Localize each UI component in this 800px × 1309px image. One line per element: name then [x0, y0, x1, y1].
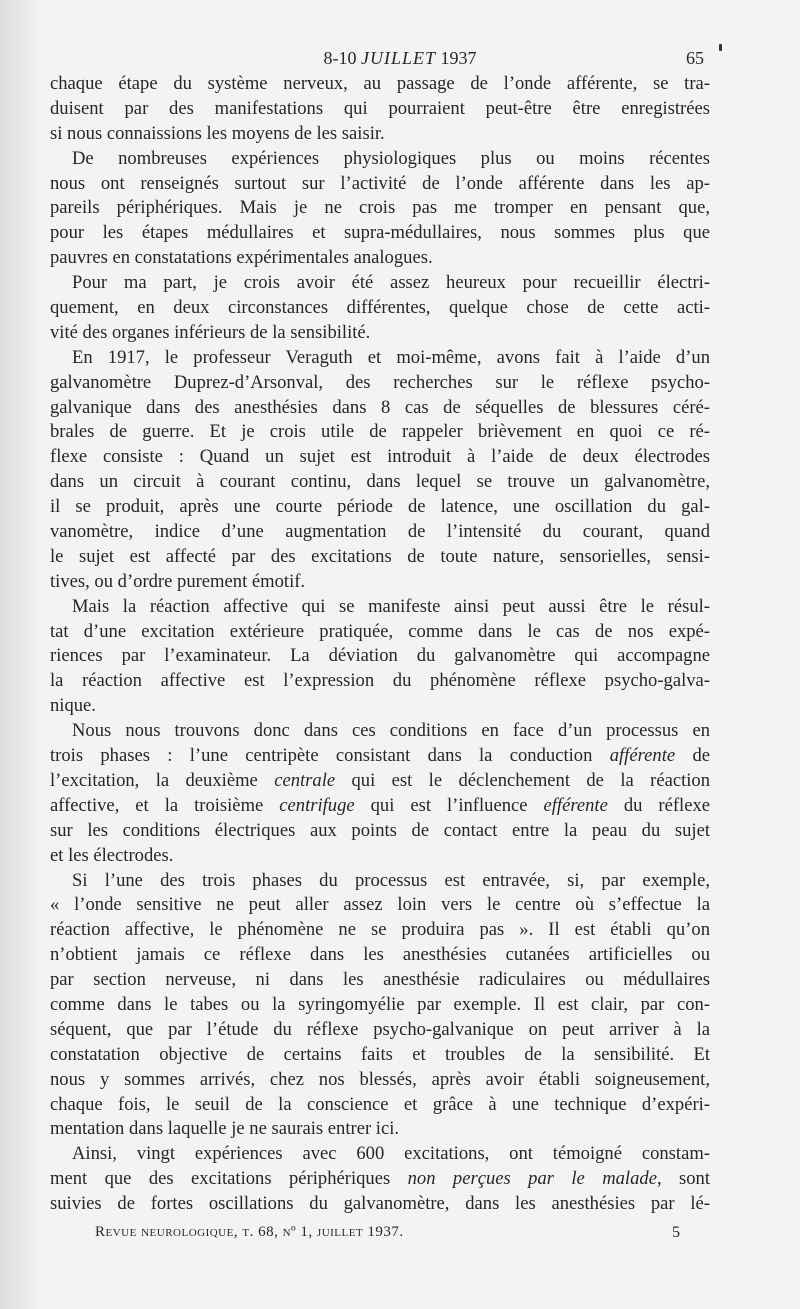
text-line	[50, 819, 710, 844]
text-line	[50, 918, 710, 943]
running-header	[0, 48, 800, 69]
text-segment: qui est le déclenchement de la réaction	[335, 769, 710, 791]
text-segment: de	[675, 745, 710, 767]
text-segment: brales de guerre. Et je crois utile de rappeler brièvement en quoi ce ré-	[50, 421, 710, 443]
text-line	[50, 545, 710, 570]
text-segment: Si l’une des trois phases du processus est entravée, si, par exemple,	[72, 869, 710, 891]
text-line	[50, 893, 710, 918]
text-segment: pauvres en constatations expérimentales analogues.	[50, 247, 433, 269]
text-line	[50, 1192, 710, 1217]
italic-text: efférente	[543, 794, 608, 816]
text-line	[50, 122, 710, 147]
text-segment: sur les conditions électriques aux points de contact entre la peau du sujet	[50, 819, 710, 841]
text-line	[50, 420, 710, 445]
body-text	[50, 72, 710, 1217]
text-segment: , sont	[656, 1168, 711, 1190]
text-line	[50, 1043, 710, 1068]
text-segment: De nombreuses expériences physiologiques plus ou moins récentes	[72, 147, 710, 169]
italic-text: afférente	[609, 745, 676, 767]
text-segment: galvanomètre Duprez-d’Arsonval, des recherches sur le réflexe psycho-	[50, 371, 710, 393]
text-segment: vité des organes inférieurs de la sensibilité.	[50, 321, 371, 343]
text-line	[50, 371, 710, 396]
text-segment: et les électrodes.	[50, 844, 174, 866]
text-segment: ment que des excitations périphériques	[50, 1168, 408, 1190]
text-line	[50, 296, 710, 321]
text-line	[50, 769, 710, 794]
text-segment: pour les étapes médullaires et supra-médullaires, nous sommes plus que	[50, 222, 710, 244]
text-segment: Ainsi, vingt expériences avec 600 excitations, ont témoigné constam-	[72, 1143, 710, 1165]
text-line	[50, 172, 710, 197]
text-segment: l’excitation, la deuxième	[50, 769, 275, 791]
text-segment: vanomètre, indice d’une augmentation de l’intensité du courant, quand	[50, 521, 710, 543]
text-line	[50, 346, 710, 371]
text-segment: par section nerveuse, ni dans les anesthésie radiculaires ou médullaires	[50, 969, 710, 991]
text-line	[50, 445, 710, 470]
text-line	[50, 719, 710, 744]
text-line	[50, 1093, 710, 1118]
text-line	[50, 1068, 710, 1093]
text-line	[50, 644, 710, 669]
italic-text: centrifuge	[279, 794, 355, 816]
text-segment: nous ont renseignés surtout sur l’activité de l’onde afférente dans les ap-	[50, 172, 710, 194]
text-line	[50, 221, 710, 246]
footer-citation: Revue neurologique, t. 68, nº 1, juillet 1937.	[95, 1224, 404, 1240]
text-line	[50, 1018, 710, 1043]
text-line	[50, 495, 710, 520]
text-line	[50, 470, 710, 495]
scan-edge-shadow	[0, 0, 40, 1309]
text-line	[50, 196, 710, 221]
text-segment: quement, en deux circonstances différentes, quelque chose de cette acti-	[50, 297, 710, 319]
text-segment: mentation dans laquelle je ne saurais entrer ici.	[50, 1118, 400, 1140]
text-segment: nique.	[50, 695, 96, 717]
text-line	[50, 669, 710, 694]
text-line	[50, 1142, 710, 1167]
text-line	[50, 869, 710, 894]
text-segment: pareils périphériques. Mais je ne crois pas me tromper en pensant que,	[50, 197, 710, 219]
text-segment: tives, ou d’ordre purement émotif.	[50, 570, 306, 592]
text-segment: constatation objective de certains faits et troubles de la sensibilité. Et	[50, 1043, 710, 1065]
text-segment: nous y sommes arrivés, chez nos blessés, après avoir établi soigneusement,	[50, 1068, 710, 1090]
text-segment: riences par l’examinateur. La déviation du galvanomètre qui accompagne	[50, 645, 710, 667]
text-line	[50, 794, 710, 819]
text-segment: flexe consiste : Quand un sujet est introduit à l’aide de deux électrodes	[50, 446, 710, 468]
text-segment: si nous connaissions les moyens de les saisir.	[50, 122, 385, 144]
text-line	[50, 844, 710, 869]
header-year: 1937	[440, 48, 477, 68]
text-line	[50, 943, 710, 968]
text-segment: n’obtient jamais ce réflexe dans les anesthésies cutanées artificielles ou	[50, 944, 710, 966]
text-segment: trois phases : l’une centripète consistant dans la conduction	[50, 745, 610, 767]
text-line	[50, 147, 710, 172]
text-segment: En 1917, le professeur Veraguth et moi-même, avons fait à l’aide d’un	[72, 346, 710, 368]
text-line	[50, 595, 710, 620]
text-segment: chaque fois, le seuil de la conscience et grâce à une technique d’expéri-	[50, 1093, 710, 1115]
text-segment: séquent, que par l’étude du réflexe psycho-galvanique on peut arriver à la	[50, 1018, 710, 1040]
text-segment: affective, et la troisième	[50, 794, 280, 816]
text-line	[50, 321, 710, 346]
text-line	[50, 520, 710, 545]
text-line	[50, 744, 710, 769]
text-line	[50, 694, 710, 719]
text-segment: duisent par des manifestations qui pourraient peut-être être enregistrées	[50, 97, 710, 119]
text-segment: du réflexe	[607, 794, 711, 816]
text-segment: la réaction affective est l’expression du phénomène réflexe psycho-galva-	[50, 670, 710, 692]
text-line	[50, 72, 710, 97]
text-segment: il se produit, après une courte période de latence, une oscillation du gal-	[50, 496, 710, 518]
page-number: 65	[686, 48, 704, 68]
italic-text: non perçues par le malade	[407, 1168, 657, 1190]
header-month: JUILLET	[360, 48, 436, 68]
ink-speck	[719, 44, 722, 51]
text-segment: comme dans le tabes ou la syringomyélie par exemple. Il est clair, par con-	[50, 993, 710, 1015]
text-segment: qui est l’influence	[354, 794, 544, 816]
text-line	[50, 570, 710, 595]
text-segment: Mais la réaction affective qui se manifeste ainsi peut aussi être le résul-	[72, 595, 710, 617]
text-segment: le sujet est affecté par des excitations de toute nature, sensorielles, sensi-	[50, 545, 710, 567]
text-segment: réaction affective, le phénomène ne se produira pas ». Il est établi qu’on	[50, 919, 710, 941]
text-line	[50, 968, 710, 993]
text-line	[50, 1167, 710, 1192]
text-line	[50, 993, 710, 1018]
text-segment: chaque étape du système nerveux, au passage de l’onde afférente, se tra-	[50, 73, 710, 94]
text-segment: Nous nous trouvons donc dans ces conditions en face d’un processus en	[72, 720, 710, 742]
signature-mark: 5	[672, 1224, 680, 1241]
text-segment: suivies de fortes oscillations du galvanomètre, dans les anesthésies par lé-	[50, 1193, 710, 1215]
text-line	[50, 97, 710, 122]
text-line	[50, 396, 710, 421]
text-segment: dans un circuit à courant continu, dans lequel se trouve un galvanomètre,	[50, 471, 710, 493]
text-segment: « l’onde sensitive ne peut aller assez loin vers le centre où s’effectue la	[50, 894, 710, 916]
italic-text: centrale	[274, 769, 336, 791]
text-line	[50, 271, 710, 296]
text-line	[50, 1117, 710, 1142]
text-line	[50, 246, 710, 271]
text-segment: Pour ma part, je crois avoir été assez heureux pour recueillir électri-	[72, 272, 710, 294]
text-segment: galvanique dans des anesthésies dans 8 cas de séquelles de blessures céré-	[50, 396, 710, 418]
text-line	[50, 620, 710, 645]
text-segment: tat d’une excitation extérieure pratiquée, comme dans le cas de nos expé-	[50, 620, 710, 642]
header-dates: 8-10	[323, 48, 357, 68]
